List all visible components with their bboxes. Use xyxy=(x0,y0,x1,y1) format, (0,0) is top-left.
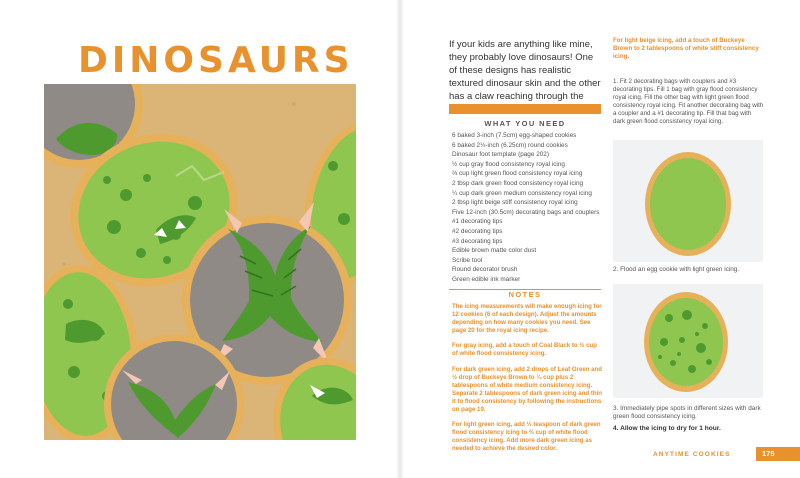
page-title: DINOSAURS xyxy=(78,40,354,81)
footer-label: ANYTIME COOKIES xyxy=(653,451,731,458)
step-3-photo xyxy=(613,284,763,398)
step-2 xyxy=(613,266,765,274)
dinosaur-cookie-illustration xyxy=(44,84,356,440)
ingredient-item: #2 decorating tips xyxy=(452,227,503,235)
ingredient-item: ½ cup gray flood consistency royal icing xyxy=(452,160,565,168)
beige-icing-note: For light beige icing, add a touch of Buckeye Brown to 2 tablespoons of white stiff consistency icing. xyxy=(613,37,759,61)
step-text: Fit 2 decorating bags with couplers and #3 decorating tips. Fill 1 bag with gray flood consistency royal icing. Fill the other bag with light green flood consistency royal icing. Fit another decorating bag with a coupler and a #1 decorating tip. Fill that bag with dark green flood consistency royal icing. xyxy=(613,78,764,126)
step-3 xyxy=(613,405,765,422)
ingredient-item: Round decorator brush xyxy=(452,266,518,274)
step-text: Flood an egg cookie with light green icing. xyxy=(620,266,740,273)
book-gutter xyxy=(396,0,404,478)
ingredient-item: Scribe tool xyxy=(452,256,483,264)
spotted-egg-cookie-image xyxy=(613,284,763,398)
ingredient-item: Five 12-inch (30.5cm) decorating bags and couplers xyxy=(452,208,600,216)
ingredient-item: Edible brown matte color dust xyxy=(452,247,537,255)
notes-paragraph: For gray icing, add a touch of Coal Black to ½ cup of white flood consistency icing. xyxy=(452,342,597,358)
ingredient-item: 2 tbsp dark green flood consistency royal icing xyxy=(452,179,584,187)
ingredient-item: 6 baked 2½-inch (6.25cm) round cookies xyxy=(452,141,568,149)
page-number: 175 xyxy=(756,447,800,461)
step-4 xyxy=(613,425,765,432)
ingredient-item: Dinosaur foot template (page 202) xyxy=(452,151,549,159)
step-number: 3. xyxy=(613,405,619,412)
notes-paragraph: For light green icing, add ½ teaspoon of dark green flood consistency icing to ⅔ cup of white flood consistency icing. Add more dark green icing as needed to achieve the desired color. xyxy=(452,421,601,453)
step-1 xyxy=(613,78,765,127)
ingredient-item: #3 decorating tips xyxy=(452,237,503,245)
step-number: 1. xyxy=(613,78,619,85)
flooded-egg-cookie-image xyxy=(613,140,763,262)
intro-text: If your kids are anything like mine, they probably love dinosaurs! One of these designs has realistic textured dinosaur skin and the other has a claw reaching through the xyxy=(449,39,601,102)
ingredient-item: Green edible ink marker xyxy=(452,275,521,283)
ingredient-item: ¼ cup dark green medium consistency royal icing xyxy=(452,189,592,197)
notes-paragraph: For dark green icing, add 2 drops of Leaf Green and ½ drop of Buckeye Brown to ¼ cup plus 2 tablespoons of white medium consistency icing. Separate 2 tablespoons of dark green icing and thin it to flood consistency by following the instructions on page 19. xyxy=(452,365,603,414)
ingredient-item: ⅔ cup light green flood consistency royal icing xyxy=(452,170,583,178)
step-2-photo xyxy=(613,140,763,262)
step-text: Immediately pipe spots in different sizes with dark green flood consistency icing. xyxy=(613,405,761,421)
orange-rule xyxy=(449,104,601,114)
notes-section xyxy=(452,303,604,461)
step-number: 4. xyxy=(613,425,619,432)
step-number: 2. xyxy=(613,266,619,273)
dinosaur-cookie-photo xyxy=(44,84,356,440)
ingredient-item: #1 decorating tips xyxy=(452,218,503,226)
ingredient-item: 2 tbsp light beige stiff consistency royal icing xyxy=(452,199,578,207)
notes-paragraph: The icing measurements will make enough icing for 12 cookies (6 of each design). Adjust the amounts depending on how many cookies you need. See page 20 for the royal icing recipe. xyxy=(452,303,602,335)
notes-heading: NOTES xyxy=(508,290,542,299)
ingredient-item: 6 baked 3-inch (7.5cm) egg-shaped cookies xyxy=(452,132,577,139)
ingredient-list xyxy=(452,131,608,285)
step-text: Allow the icing to dry for 1 hour. xyxy=(620,425,721,432)
what-you-need-heading: WHAT YOU NEED xyxy=(484,119,566,128)
